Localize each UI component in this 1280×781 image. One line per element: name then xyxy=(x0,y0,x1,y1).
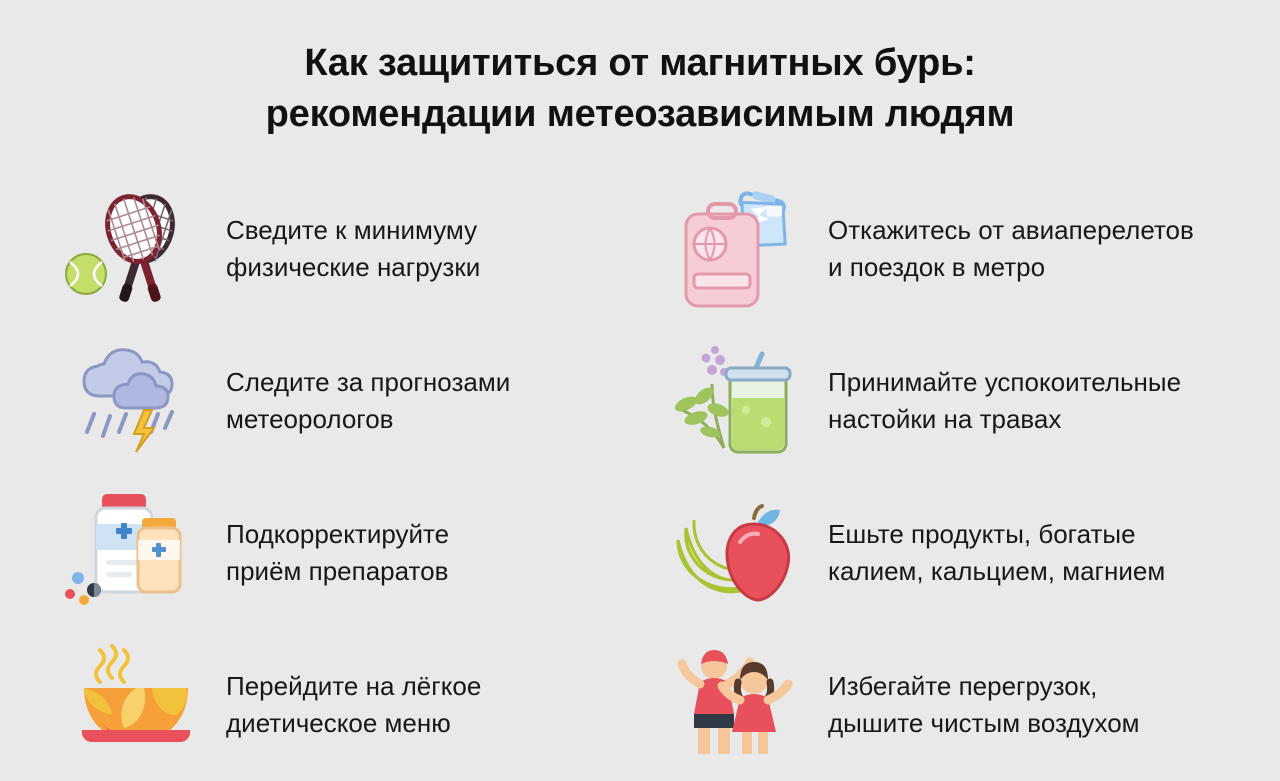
medicine-bottles-icon xyxy=(62,490,212,616)
page-title-line-2: рекомендации метеозависимым людям xyxy=(265,92,1015,135)
tip-text-line-1: Следите за прогнозами xyxy=(226,367,511,398)
tip-item xyxy=(62,173,652,325)
tip-text xyxy=(828,364,1181,438)
rain-cloud-icon xyxy=(62,338,212,464)
tip-text-line-2: и поездок в метро xyxy=(828,252,1046,283)
fruits-icon xyxy=(664,490,814,616)
tip-text xyxy=(828,516,1165,590)
tips-grid xyxy=(0,173,1280,781)
tip-text xyxy=(226,364,510,438)
suitcase-tickets-icon xyxy=(664,186,814,312)
page-title-line-1: Как защититься от магнитных бурь: xyxy=(304,42,976,84)
tip-text-line-1: Сведите к минимуму xyxy=(226,215,478,246)
tip-text-line-1: Откажитесь от авиаперелетов xyxy=(828,215,1194,246)
tip-text-line-1: Избегайте перегрузок, xyxy=(828,671,1098,702)
tip-item xyxy=(62,477,652,629)
page-title xyxy=(0,0,1280,139)
tip-text-line-1: Подкорректируйте xyxy=(226,519,450,550)
tip-text-line-2: настойки на травах xyxy=(828,404,1062,435)
tip-item xyxy=(664,325,1254,477)
children-outdoors-icon xyxy=(664,642,814,768)
tip-item xyxy=(62,325,652,477)
tip-text xyxy=(226,516,449,590)
tip-text-line-2: физические нагрузки xyxy=(226,252,481,283)
herbal-drink-icon xyxy=(664,338,814,464)
tip-text xyxy=(828,212,1194,286)
tennis-rackets-icon xyxy=(62,186,212,312)
tip-item xyxy=(664,629,1254,781)
tip-text xyxy=(226,668,481,742)
tip-item xyxy=(62,629,652,781)
tip-text-line-2: калием, кальцием, магнием xyxy=(828,556,1166,587)
light-meal-icon xyxy=(62,642,212,768)
tip-item xyxy=(664,173,1254,325)
tip-text-line-1: Перейдите на лёгкое xyxy=(226,671,482,702)
tip-text-line-2: метеорологов xyxy=(226,404,394,435)
tip-text xyxy=(828,668,1140,742)
tip-text-line-2: дышите чистым воздухом xyxy=(828,708,1140,739)
tip-text-line-2: приём препаратов xyxy=(226,556,449,587)
tip-text-line-2: диетическое меню xyxy=(226,708,451,739)
tip-item xyxy=(664,477,1254,629)
tip-text-line-1: Принимайте успокоительные xyxy=(828,367,1182,398)
tip-text-line-1: Ешьте продукты, богатые xyxy=(828,519,1136,550)
tip-text xyxy=(226,212,480,286)
